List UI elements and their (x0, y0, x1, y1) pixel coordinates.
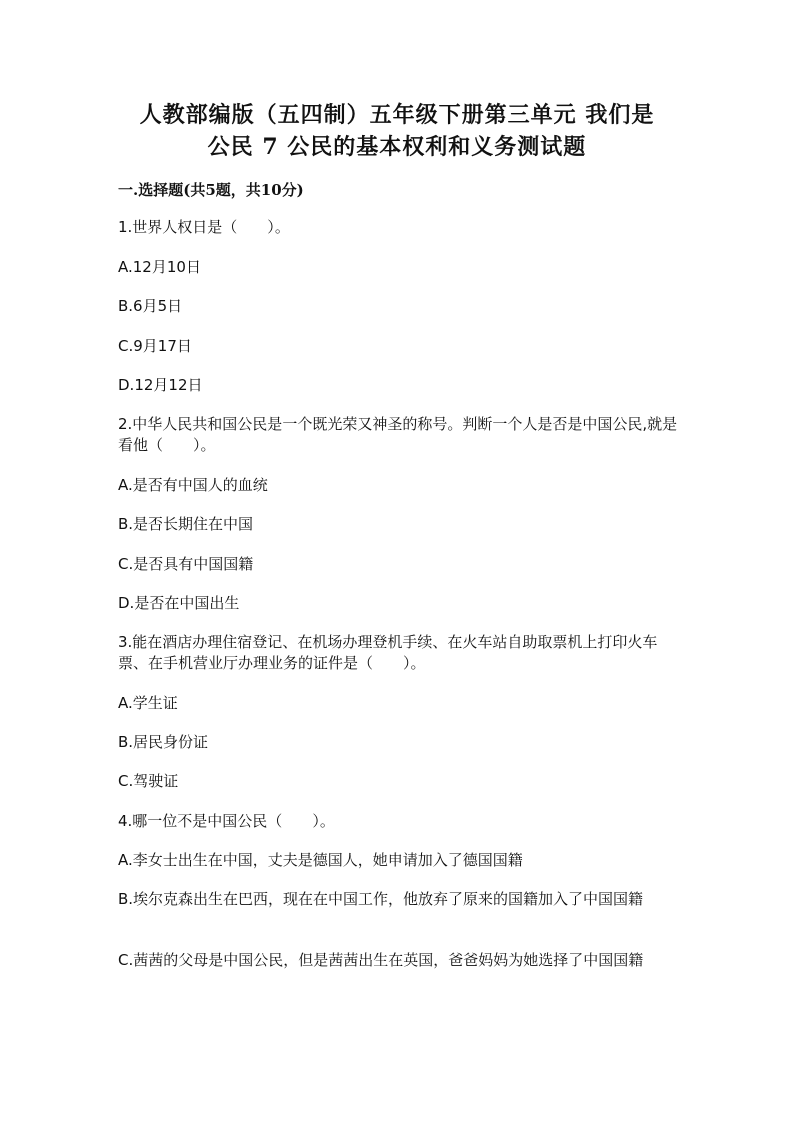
question-1-option-b: B.6月5日 (118, 297, 183, 315)
question-4-option-b: B.埃尔克森出生在巴西，现在在中国工作，他放弃了原来的国籍加入了中国国籍 (118, 890, 644, 908)
question-2-option-b: B.是否长期住在中国 (118, 515, 254, 533)
question-1-stem: 1.世界人权日是（ ）。 (118, 218, 290, 236)
question-2-option-d: D.是否在中国出生 (118, 594, 240, 612)
question-3-option-b: B.居民身份证 (118, 733, 209, 751)
question-1-option-d: D.12月12日 (118, 376, 203, 394)
document-title-line-2: 公民 7 公民的基本权利和义务测试题 (207, 134, 587, 160)
question-1-option-c: C.9月17日 (118, 337, 192, 355)
question-3-option-c: C.驾驶证 (118, 772, 179, 790)
question-4-option-c: C.茜茜的父母是中国公民，但是茜茜出生在英国，爸爸妈妈为她选择了中国国籍 (118, 951, 644, 969)
document-title-line-1: 人教部编版（五四制）五年级下册第三单元 我们是 (139, 102, 655, 128)
question-1-option-a: A.12月10日 (118, 258, 201, 276)
question-3-stem: 3.能在酒店办理住宿登记、在机场办理登机手续、在火车站自助取票机上打印火车票、在手机营业厅办理业务的证件是（ ）。 (118, 633, 658, 672)
question-2-stem: 2.中华人民共和国公民是一个既光荣又神圣的称号。判断一个人是否是中国公民,就是看他（ ）。 (118, 415, 678, 454)
question-2-option-a: A.是否有中国人的血统 (118, 476, 268, 494)
question-2-option-c: C.是否具有中国国籍 (118, 555, 254, 573)
question-4-option-a: A.李女士出生在中国，丈夫是德国人，她申请加入了德国国籍 (118, 851, 523, 869)
question-3-option-a: A.学生证 (118, 694, 178, 712)
section-heading: 一.选择题(共5题，共10分) (118, 181, 304, 199)
question-4-stem: 4.哪一位不是中国公民（ ）。 (118, 812, 335, 830)
